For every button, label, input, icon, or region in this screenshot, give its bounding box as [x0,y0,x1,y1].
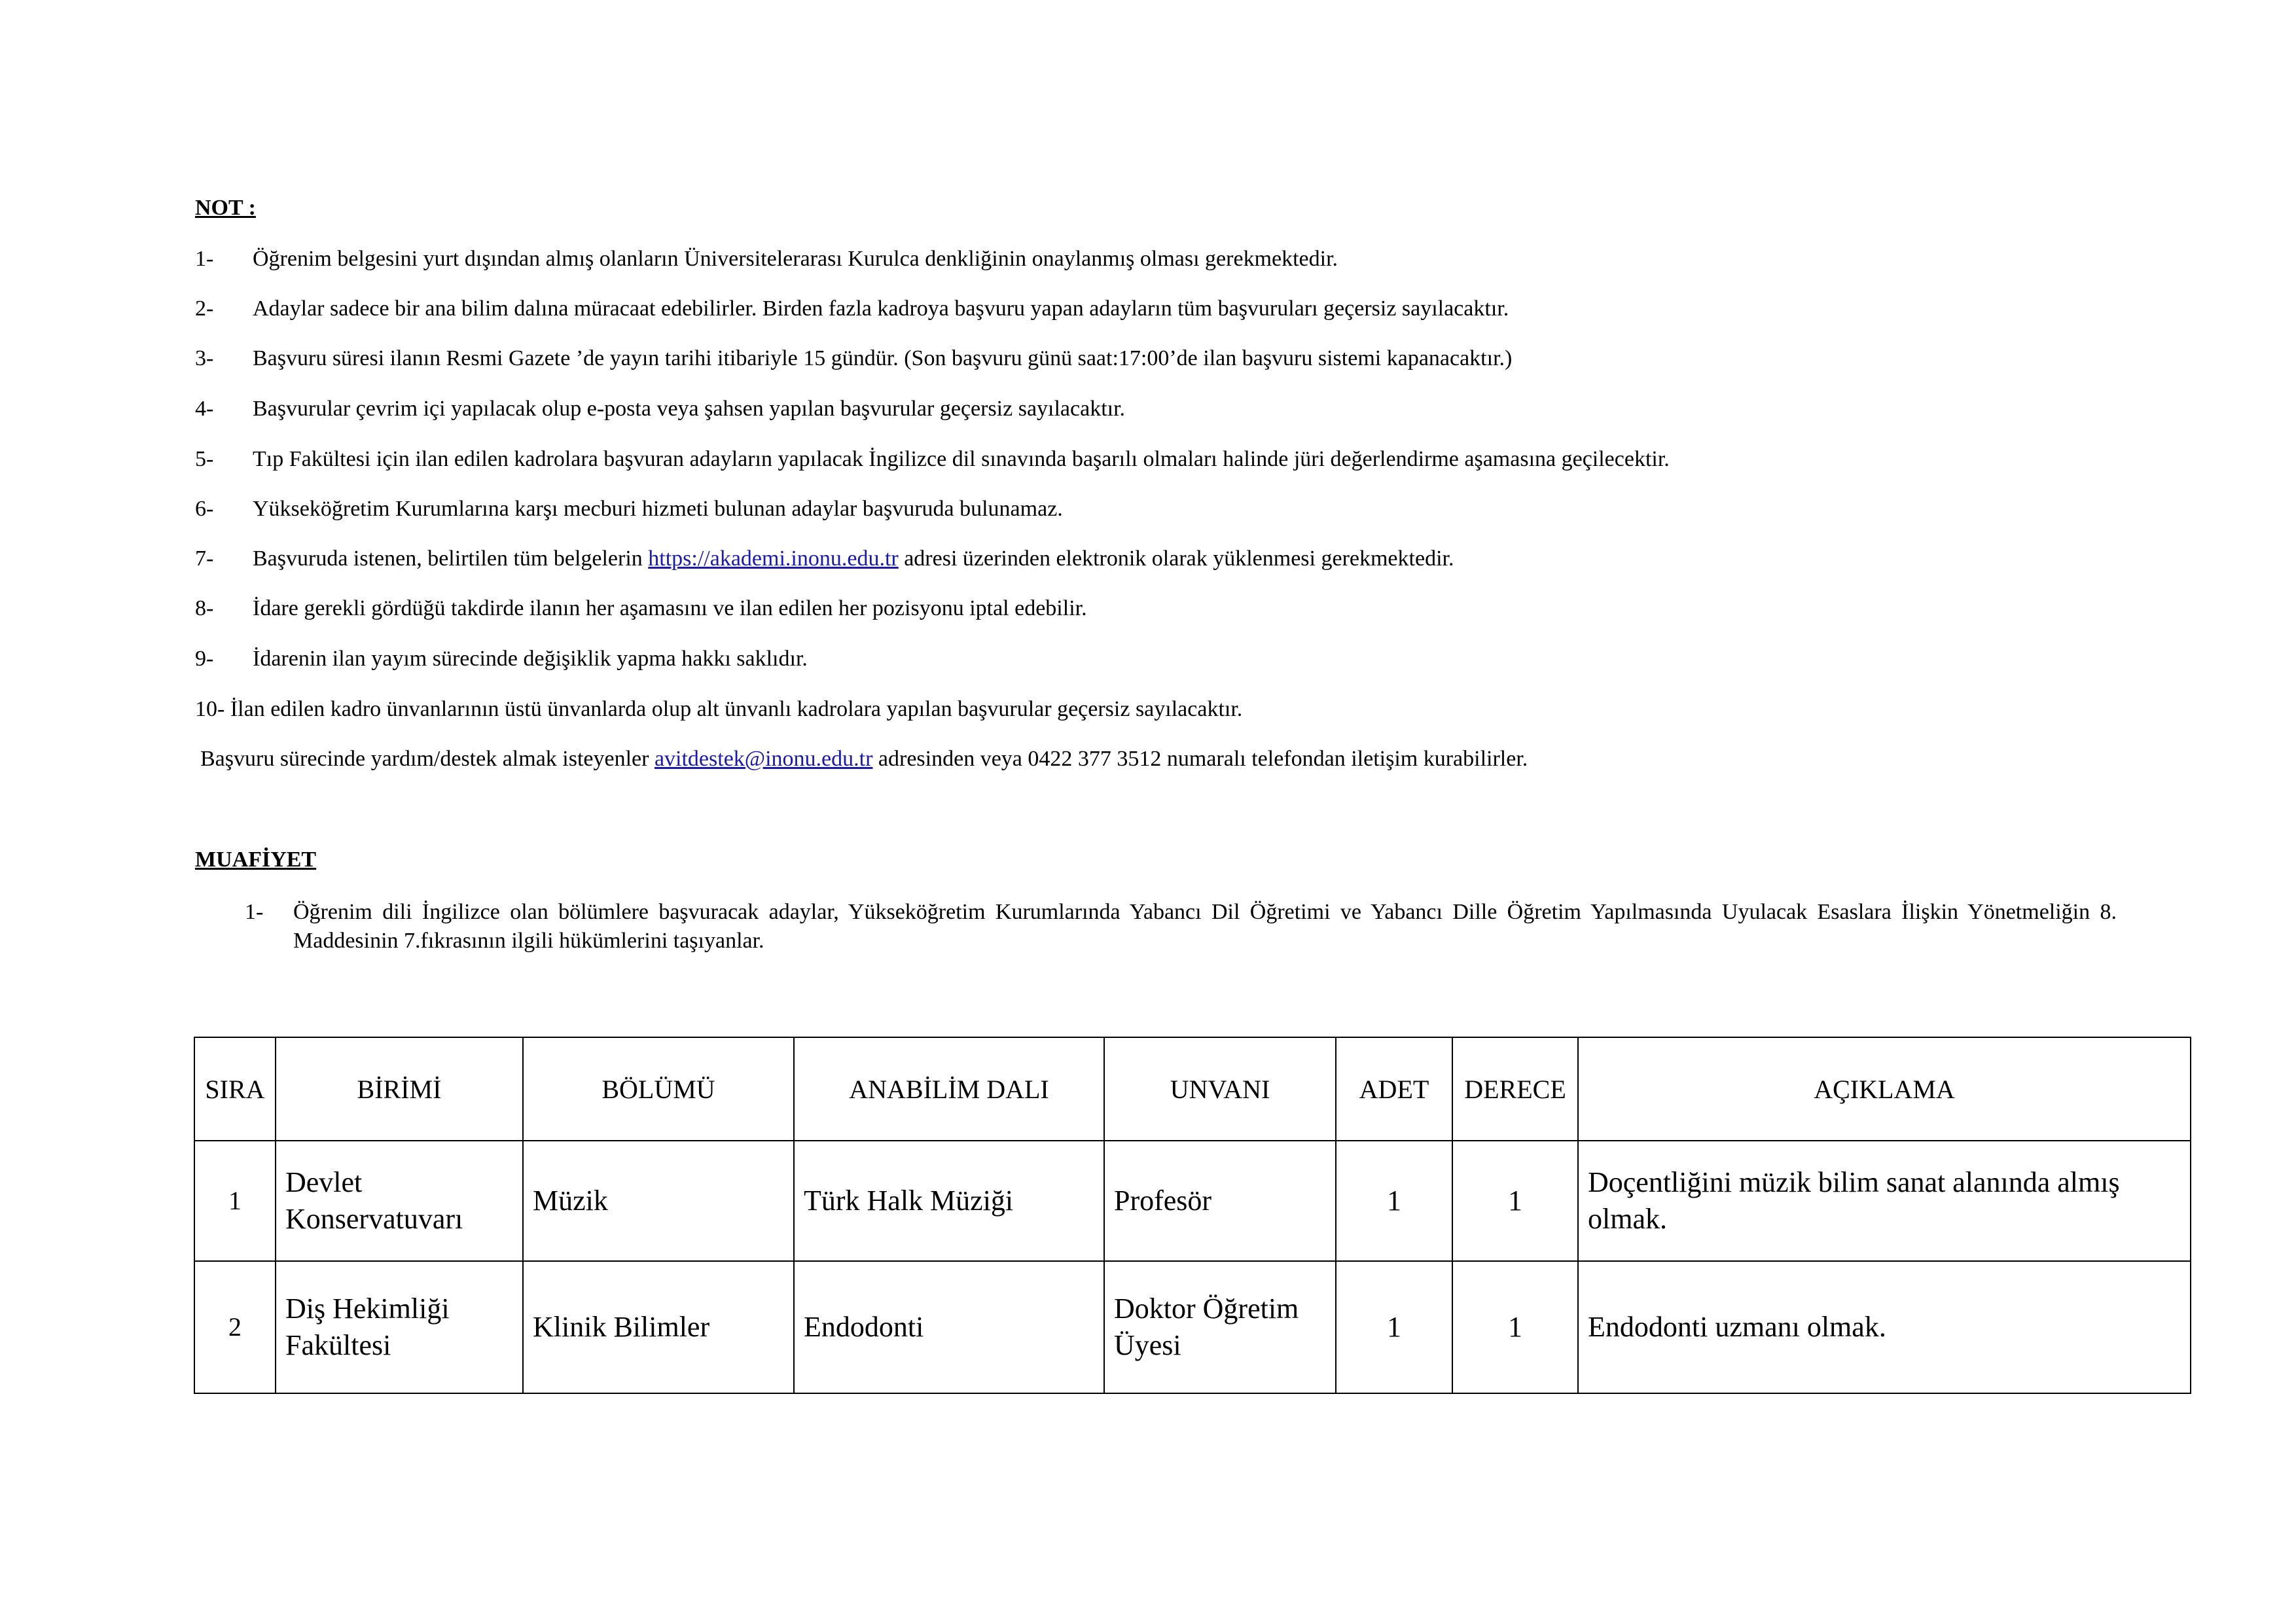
note-item-1 [195,246,1338,272]
cell-bolumu: Müzik [523,1141,794,1261]
cell-anabilim-dali: Endodonti [794,1261,1104,1393]
note-text: Tıp Fakültesi için ilan edilen kadrolara başvuran adayların yapılacak İngilizce dil sınavında başarılı olmaları halinde jüri değerlendirme aşamasına geçilecektir. [253,447,1670,471]
not-heading: NOT : [195,196,256,220]
table-row [194,1261,2191,1393]
cell-unvani: Doktor Öğretim Üyesi [1104,1261,1336,1393]
note-number: 9- [195,647,214,671]
support-text: adresinden veya 0422 377 3512 numaralı telefondan iletişim kurabilirler. [872,747,1528,771]
kadro-table [194,1037,2191,1394]
cell-derece: 1 [1452,1261,1578,1393]
muafiyet-number: 1- [245,900,264,924]
note-text: Başvurular çevrim içi yapılacak olup e-posta veya şahsen yapılan başvurular geçersiz sayılacaktır. [253,397,1126,421]
support-line [200,746,1528,772]
note-number: 1- [195,247,214,271]
cell-adet: 1 [1336,1261,1452,1393]
header-adet: ADET [1336,1037,1452,1141]
table-header-row [194,1037,2191,1141]
muafiyet-heading: MUAFİYET [195,847,317,872]
cell-sira: 1 [194,1141,276,1261]
note-item-3 [195,346,1512,372]
note-text: İlan edilen kadro ünvanlarının üstü ünvanlarda olup alt ünvanlı kadrolara yapılan başvurular geçersiz sayılacaktır. [230,697,1243,721]
header-aciklama: AÇIKLAMA [1578,1037,2191,1141]
cell-bolumu: Klinik Bilimler [523,1261,794,1393]
note-item-8 [195,596,1087,622]
note-number: 4- [195,397,214,421]
note-number: 6- [195,497,214,521]
header-unvani: UNVANI [1104,1037,1336,1141]
note-number: 3- [195,346,214,370]
note-item-5 [195,446,1670,473]
note-number: 10- [195,697,225,721]
table-row [194,1141,2191,1261]
cell-aciklama: Endodonti uzmanı olmak. [1578,1261,2191,1393]
note-text: İdarenin ilan yayım sürecinde değişiklik yapma hakkı saklıdır. [253,647,808,671]
note-text: adresi üzerinden elektronik olarak yüklenmesi gerekmektedir. [898,546,1454,571]
note-item-7 [195,546,1454,572]
support-text: Başvuru sürecinde yardım/destek almak isteyenler [200,747,655,771]
cell-birimi: Diş Hekimliği Fakültesi [276,1261,523,1393]
cell-adet: 1 [1336,1141,1452,1261]
header-bolumu: BÖLÜMÜ [523,1037,794,1141]
header-anabilim-dali: ANABİLİM DALI [794,1037,1104,1141]
cell-birimi: Devlet Konservatuvarı [276,1141,523,1261]
header-derece: DERECE [1452,1037,1578,1141]
cell-anabilim-dali: Türk Halk Müziği [794,1141,1104,1261]
note-text: Başvuru süresi ilanın Resmi Gazete ’de yayın tarihi itibariyle 15 gündür. (Son başvuru günü saat:17:00’de ilan başvuru sistemi kapanacaktır.) [253,346,1513,370]
note-item-6 [195,496,1063,522]
note-item-4 [195,396,1125,422]
note-text: Başvuruda istenen, belirtilen tüm belgelerin [253,546,649,571]
support-email-link[interactable]: avitdestek@inonu.edu.tr [654,747,873,771]
note-text: Öğrenim belgesini yurt dışından almış olanların Üniversitelerarası Kurulca denkliğinin onaylanmış olması gerekmektedir. [253,247,1338,271]
note-number: 2- [195,296,214,321]
note-item-9 [195,646,808,672]
note-number: 7- [195,546,214,571]
note-number: 8- [195,596,214,620]
header-birimi: BİRİMİ [276,1037,523,1141]
note-item-10 [195,696,1242,722]
muafiyet-item-1 [245,898,2117,955]
cell-unvani: Profesör [1104,1141,1336,1261]
note-text: İdare gerekli gördüğü takdirde ilanın her aşamasını ve ilan edilen her pozisyonu iptal edebilir. [253,596,1087,620]
note-text: Yükseköğretim Kurumlarına karşı mecburi hizmeti bulunan adaylar başvuruda bulunamaz. [253,497,1063,521]
note-item-2 [195,296,1509,322]
header-sira: SIRA [194,1037,276,1141]
muafiyet-text: Öğrenim dili İngilizce olan bölümlere başvuracak adaylar, Yükseköğretim Kurumlarında Yabancı Dil Öğretimi ve Yabancı Dille Öğretim Yapılmasında Uyulacak Esaslara İlişkin Yönetmeliğin 8. Maddesinin 7.fıkrasının ilgili hükümlerini taşıyanlar. [293,900,2117,953]
note-number: 5- [195,447,214,471]
akademi-link[interactable]: https://akademi.inonu.edu.tr [648,546,899,571]
cell-derece: 1 [1452,1141,1578,1261]
cell-aciklama: Doçentliğini müzik bilim sanat alanında almış olmak. [1578,1141,2191,1261]
cell-sira: 2 [194,1261,276,1393]
note-text: Adaylar sadece bir ana bilim dalına müracaat edebilirler. Birden fazla kadroya başvuru yapan adayların tüm başvuruları geçersiz sayılacaktır. [253,296,1509,321]
